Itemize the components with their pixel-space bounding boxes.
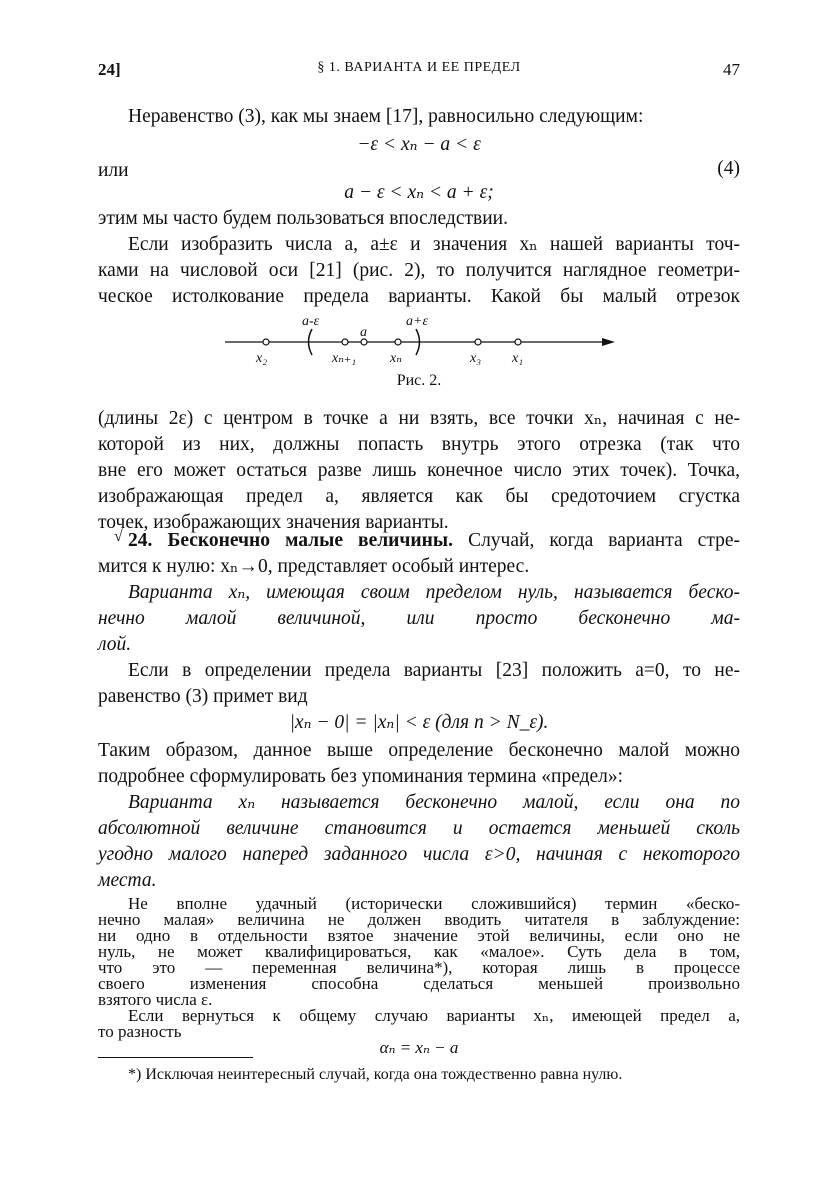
- text-line: или: [98, 160, 129, 181]
- section-heading: 24. Бесконечно малые величины.: [128, 530, 453, 551]
- text-line: нуль, не может квалифицироваться, как «малое». Суть дела в том,: [98, 942, 740, 961]
- header-title: § 1. ВАРИАНТА И ЕЕ ПРЕДЕЛ: [317, 60, 521, 75]
- label-a: a: [360, 325, 367, 340]
- theorem-line: места.: [98, 870, 157, 891]
- theorem-line: абсолютной величине становится и остается меньшей сколь: [98, 818, 740, 839]
- text-line: Если вернуться к общему случаю варианты xₙ, имеющей предел a,: [128, 1006, 740, 1025]
- point-x1: [515, 339, 521, 345]
- label-x3: x₃: [470, 351, 482, 366]
- point-x3: [475, 339, 481, 345]
- text-line: которой из них, должны попасть внутрь этого отрезка (так что: [98, 434, 740, 455]
- text-line: подробнее сформулировать без упоминания термина «предел»:: [98, 766, 624, 787]
- text-line: мится к нулю: xₙ→0, представляет особый интерес.: [98, 556, 530, 577]
- label-xn1: xₙ₊₁: [332, 351, 357, 366]
- text-line: изображающая предел a, является как бы средоточием сгустка: [98, 486, 740, 507]
- point-x2: [263, 339, 269, 345]
- text-line: точек, изображающих значения варианты.: [98, 512, 449, 533]
- text-line: этим мы часто будем пользоваться впоследствии.: [98, 208, 508, 229]
- equation-1: −ε < xₙ − a < ε: [357, 134, 481, 155]
- definition-line: лой.: [98, 634, 132, 655]
- theorem-line: угодно малого наперед заданного числа ε>0, начиная с некоторого: [98, 844, 740, 865]
- text-line: ни одно в отдельности взятое значение этой величины, если оно не: [98, 926, 740, 945]
- equation-2: a − ε < xₙ < a + ε;: [344, 182, 494, 203]
- number-line-figure: [220, 305, 620, 375]
- text-line: нечно малая» величина не должен вводить читателя в заблуждение:: [98, 910, 740, 929]
- text-line: Если изобразить числа a, a±ε и значения xₙ нашей варианты точ-: [128, 234, 740, 255]
- header-section-number: 24]: [98, 60, 121, 79]
- section-heading-line: [98, 528, 740, 554]
- label-xn: xₙ: [390, 351, 402, 366]
- check-mark: √: [114, 528, 123, 545]
- text-line: Если в определении предела варианты [23] положить a=0, то не-: [128, 660, 740, 681]
- figure-caption: Рис. 2.: [396, 372, 442, 389]
- running-header: [98, 60, 740, 84]
- theorem-line: Варианта xₙ называется бесконечно малой, если она по: [128, 792, 740, 813]
- text-line: ками на числовой оси [21] (рис. 2), то получится наглядное геометри-: [98, 260, 740, 281]
- equation-number: (4): [717, 158, 740, 179]
- text-line: Неравенство (3), как мы знаем [17], равносильно следующим:: [128, 106, 644, 127]
- point-xn1: [342, 339, 348, 345]
- footnote: *) Исключая неинтересный случай, когда она тождественно равна нулю.: [128, 1066, 623, 1083]
- label-a-plus-eps: a+ε: [406, 314, 428, 329]
- text-line: Таким образом, данное выше определение бесконечно малой можно: [98, 740, 740, 761]
- text-line: то разность: [98, 1022, 182, 1041]
- text-line: ческое истолкование предела варианты. Какой бы малый отрезок: [98, 286, 740, 307]
- equation-4: αₙ = xₙ − a: [379, 1038, 459, 1057]
- text-line: что это — переменная величина*), которая лишь в процессе: [98, 958, 740, 977]
- label-x2: x₂: [256, 351, 268, 366]
- text-line: Не вполне удачный (исторически сложившийся) термин «беско-: [128, 894, 740, 913]
- point-xn: [395, 339, 401, 345]
- text-line: взятого числа ε.: [98, 990, 213, 1009]
- definition-line: нечно малой величиной, или просто бесконечно ма-: [98, 608, 740, 629]
- text-line: (длины 2ε) с центром в точке a ни взять, все точки xₙ, начиная с не-: [98, 408, 740, 429]
- equation-3: |xₙ − 0| = |xₙ| < ε (для n > N_ε).: [289, 712, 549, 733]
- label-a-minus-eps: a-ε: [302, 314, 320, 329]
- label-x1: x₁: [512, 351, 524, 366]
- heading-continuation: Случай, когда варианта стре-: [468, 530, 740, 551]
- footnote-rule: [98, 1057, 253, 1058]
- axis-arrow: [602, 338, 615, 346]
- text-line: равенство (3) примет вид: [98, 686, 308, 707]
- header-page-number: 47: [723, 60, 740, 79]
- text-line: вне его может остаться разве лишь конечное число этих точек). Точка,: [98, 460, 740, 481]
- definition-line: Варианта xₙ, имеющая своим пределом нуль, называется беско-: [128, 582, 740, 603]
- text-line: своего изменения способна сделаться меньшей произвольно: [98, 974, 740, 993]
